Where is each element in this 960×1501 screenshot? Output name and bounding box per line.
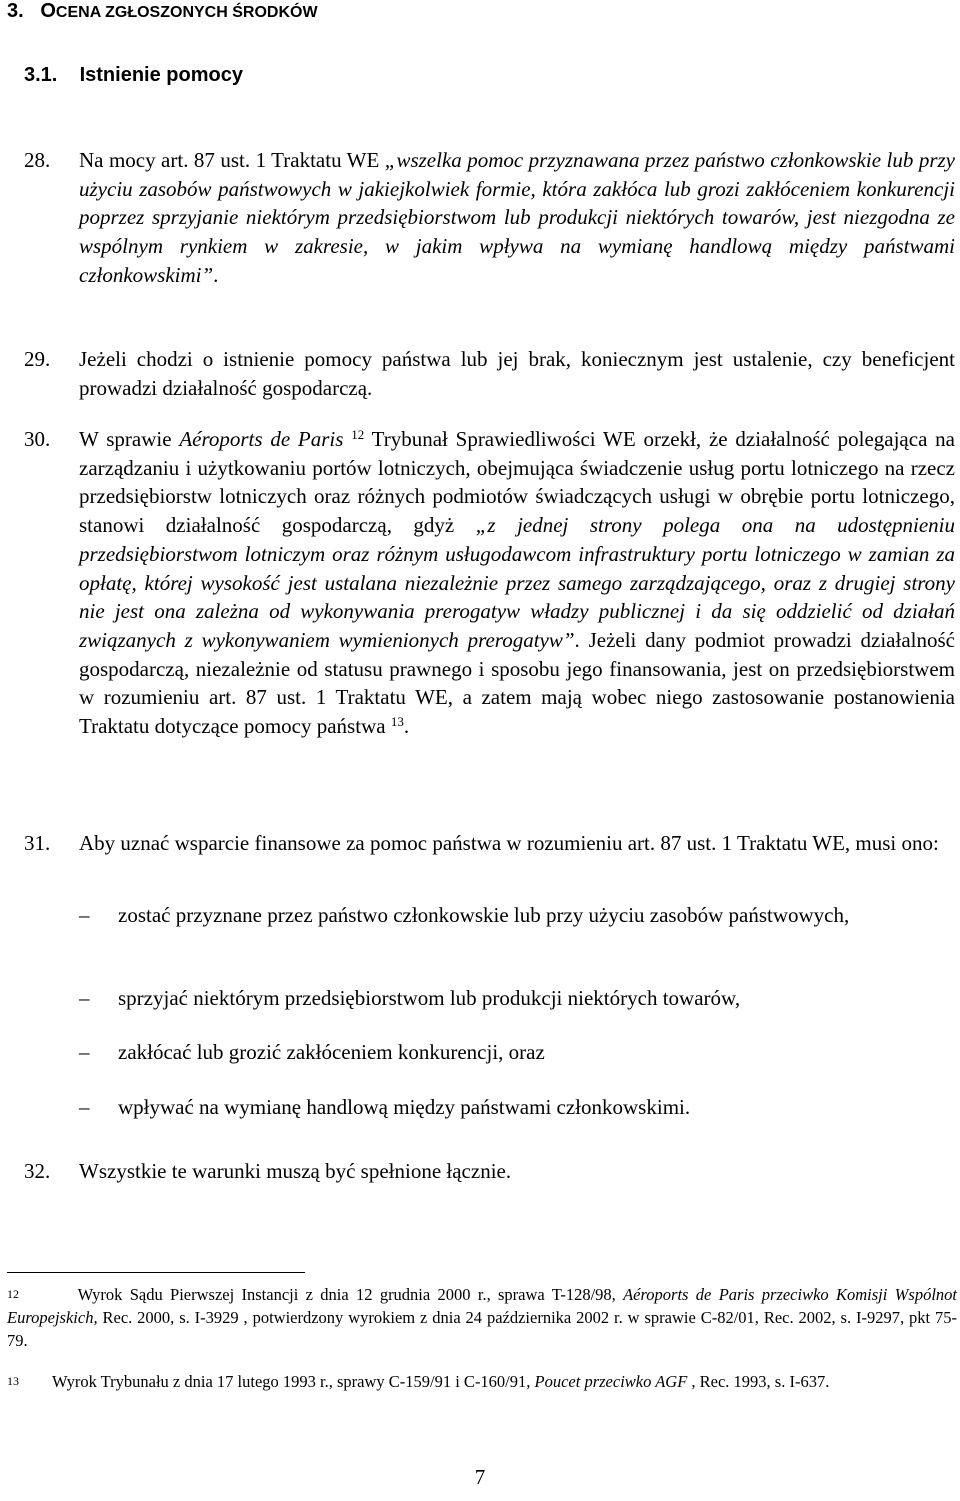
treaty-quote: „wszelka pomoc przyznawana przez państwo członkowskie lub przy użyciu zasobów państwowych w jakiejkolwiek formie, która zakłóca lub grozi zakłóceniem konkurencji poprzez sprzyjanie niektórym przedsiębiorstwom lub produkcji niektórych towarów, jest niezgodna ze wspólnym rynkiem w zakresie, w jakim wpływa na wymianę handlową między państwami członkowskimi”	[79, 148, 955, 287]
footnote-case: Aéroports de Paris przeciwko Komisji Wspólnot Europejskich,	[7, 1285, 957, 1327]
footnote-12	[7, 1283, 957, 1352]
footnote-text: Wyrok Trybunału z dnia 17 lutego 1993 r., sprawy C-159/91 i C-160/91,	[52, 1372, 535, 1391]
paragraph-text-3: . Jeżeli dany podmiot prowadzi działalność gospodarczą, niezależnie od statusu prawnego i sposobu jego finansowania, jest on przedsiębiorstwem w rozumieniu art. 87 ust. 1 Traktatu WE, a zatem mają wobec niego zastosowanie postanowienia Traktatu dotyczące pomocy państwa	[79, 627, 955, 739]
section-number: 3.	[7, 0, 24, 22]
paragraph-number: 32.	[24, 1159, 51, 1183]
section-heading	[7, 0, 318, 23]
paragraph-30	[24, 425, 956, 741]
case-name: Aéroports de Paris	[179, 427, 344, 451]
list-item	[79, 1093, 955, 1122]
paragraph-text-end: .	[213, 262, 219, 287]
section-title-first: O	[40, 0, 56, 22]
footnote-number: 13	[7, 1374, 19, 1388]
footnote-number: 12	[7, 1287, 19, 1301]
subsection-heading	[24, 64, 243, 87]
footnote-13	[7, 1370, 957, 1393]
section-title-rest: CENA ZGŁOSZONYCH ŚRODKÓW	[55, 4, 318, 21]
list-item	[79, 984, 955, 1013]
paragraph-text: Na mocy art. 87 ust. 1 Traktatu WE	[79, 148, 385, 172]
footnote-text: Wyrok Sądu Pierwszej Instancji z dnia 12 grudnia 2000 r., sprawa T-128/98,	[77, 1285, 624, 1304]
dash-bullet: –	[79, 903, 90, 927]
subsection-number: 3.1.	[24, 64, 58, 86]
dash-bullet: –	[79, 1040, 90, 1064]
dash-bullet: –	[79, 1095, 90, 1119]
paragraph-text: W sprawie	[79, 427, 180, 451]
footnote-ref-12[interactable]: 12	[351, 427, 365, 442]
paragraph-text: Jeżeli chodzi o istnienie pomocy państwa lub jej brak, koniecznym jest ustalenie, czy beneficjent prowadzi działalność gospodarczą.	[79, 347, 955, 400]
paragraph-31	[24, 829, 955, 858]
paragraph-number: 29.	[24, 347, 51, 371]
list-item	[79, 901, 955, 930]
footnote-separator	[7, 1272, 305, 1273]
footnote-text-2: , Rec. 1993, s. I-637.	[687, 1372, 830, 1391]
paragraph-28	[24, 146, 955, 290]
list-item-text: wpływać na wymianę handlową między państwami członkowskimi.	[118, 1095, 691, 1119]
page-number: 7	[474, 1465, 486, 1489]
list-item-text: sprzyjać niektórym przedsiębiorstwom lub produkcji niektórych towarów,	[118, 986, 741, 1010]
footnote-text-2: Rec. 2000, s. I-3929 , potwierdzony wyrokiem z dnia 24 października 2002 r. w sprawie C-82/01, Rec. 2002, s. I-9297, pkt 75-79.	[7, 1308, 957, 1350]
list-item-text: zostać przyznane przez państwo członkowskie lub przy użyciu zasobów państwowych,	[118, 903, 850, 927]
paragraph-number: 31.	[24, 831, 51, 855]
paragraph-text: Aby uznać wsparcie finansowe za pomoc państwa w rozumieniu art. 87 ust. 1 Traktatu WE, musi ono:	[79, 831, 939, 855]
list-item-text: zakłócać lub grozić zakłóceniem konkurencji, oraz	[118, 1040, 545, 1064]
paragraph-text: Wszystkie te warunki muszą być spełnione łącznie.	[79, 1159, 512, 1183]
paragraph-number: 30.	[24, 427, 51, 451]
court-quote: „z jednej strony polega ona na udostępnieniu przedsiębiorstwom lotniczym oraz różnym usługodawcom infrastruktury portu lotniczego w zamian za opłatę, której wysokość jest ustalana niezależnie przez samego zarządzającego, oraz z drugiej strony nie jest ona zależna od wykonywania prerogatyw władzy publicznej i da się oddzielić od działań związanych z wykonywaniem wymienionych prerogatyw”	[79, 513, 956, 652]
paragraph-32	[24, 1157, 955, 1186]
list-item	[79, 1038, 955, 1067]
footnote-case: Poucet przeciwko AGF	[534, 1372, 688, 1391]
dash-bullet: –	[79, 986, 90, 1010]
paragraph-number: 28.	[24, 148, 51, 172]
paragraph-29	[24, 345, 955, 402]
paragraph-text-4: .	[403, 714, 410, 739]
paragraph-text-2: Trybunał Sprawiedliwości WE orzekł, że działalność polegająca na zarządzaniu i użytkowaniu portów lotniczych, obejmująca świadczenie usług portu lotniczego na rzecz przedsiębiorstw lotniczych oraz różnych podmiotów świadczących usługi w obrębie portu lotniczego, stanowi działalność gospodarczą, gdyż	[79, 427, 955, 538]
footnote-ref-13[interactable]: 13	[390, 714, 404, 730]
subsection-title: Istnienie pomocy	[79, 64, 243, 86]
